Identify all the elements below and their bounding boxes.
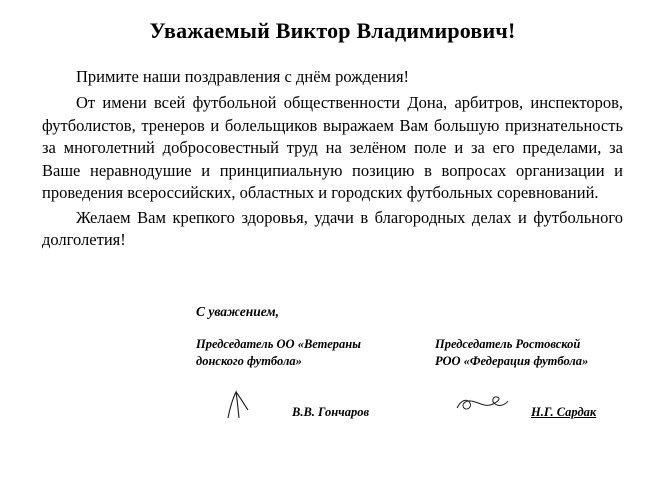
signatory-left bbox=[196, 336, 411, 434]
signature-mark-icon bbox=[453, 388, 513, 422]
signatory-left-title-line2: донского футбола» bbox=[196, 353, 302, 368]
paragraph-1: Примите наши поздравления с днём рождения! bbox=[76, 67, 410, 86]
signature-mark-icon bbox=[214, 388, 274, 422]
closing-salutation: С уважением, bbox=[196, 304, 280, 319]
signatory-left-signature-row bbox=[196, 388, 411, 434]
signature-block bbox=[0, 304, 665, 434]
signatory-right-title-line1: Председатель Ростовской bbox=[435, 337, 581, 351]
document-body bbox=[42, 66, 623, 252]
paragraph-2: От имени всей футбольной общественности Дона, арбитров, инспекторов, футболистов, тренеров и болельщиков выражаем Вам большую признательность за многолетний добросовестный труд на зелёном поле и за его пределами, за Ваше неравнодушие и принципиальную позицию в вопросах организации и проведения всероссийских, областных и городских футбольных соревнований. bbox=[42, 93, 623, 203]
signatory-right-name: Н.Г. Сардак bbox=[531, 404, 597, 419]
signatory-columns bbox=[0, 336, 665, 434]
signatory-left-name: В.В. Гончаров bbox=[292, 404, 370, 419]
signatory-left-title-line1: Председатель ОО «Ветераны bbox=[196, 337, 361, 351]
document-page bbox=[0, 18, 665, 478]
signatory-right-title-line2: РОО «Федерация футбола» bbox=[435, 353, 589, 368]
signatory-right-signature-row bbox=[435, 388, 635, 434]
paragraph-3: Желаем Вам крепкого здоровья, удачи в благородных делах и футбольного долголетия! bbox=[42, 207, 623, 250]
page-title: Уважаемый Виктор Владимирович! bbox=[149, 18, 516, 43]
signatory-right bbox=[435, 336, 635, 434]
